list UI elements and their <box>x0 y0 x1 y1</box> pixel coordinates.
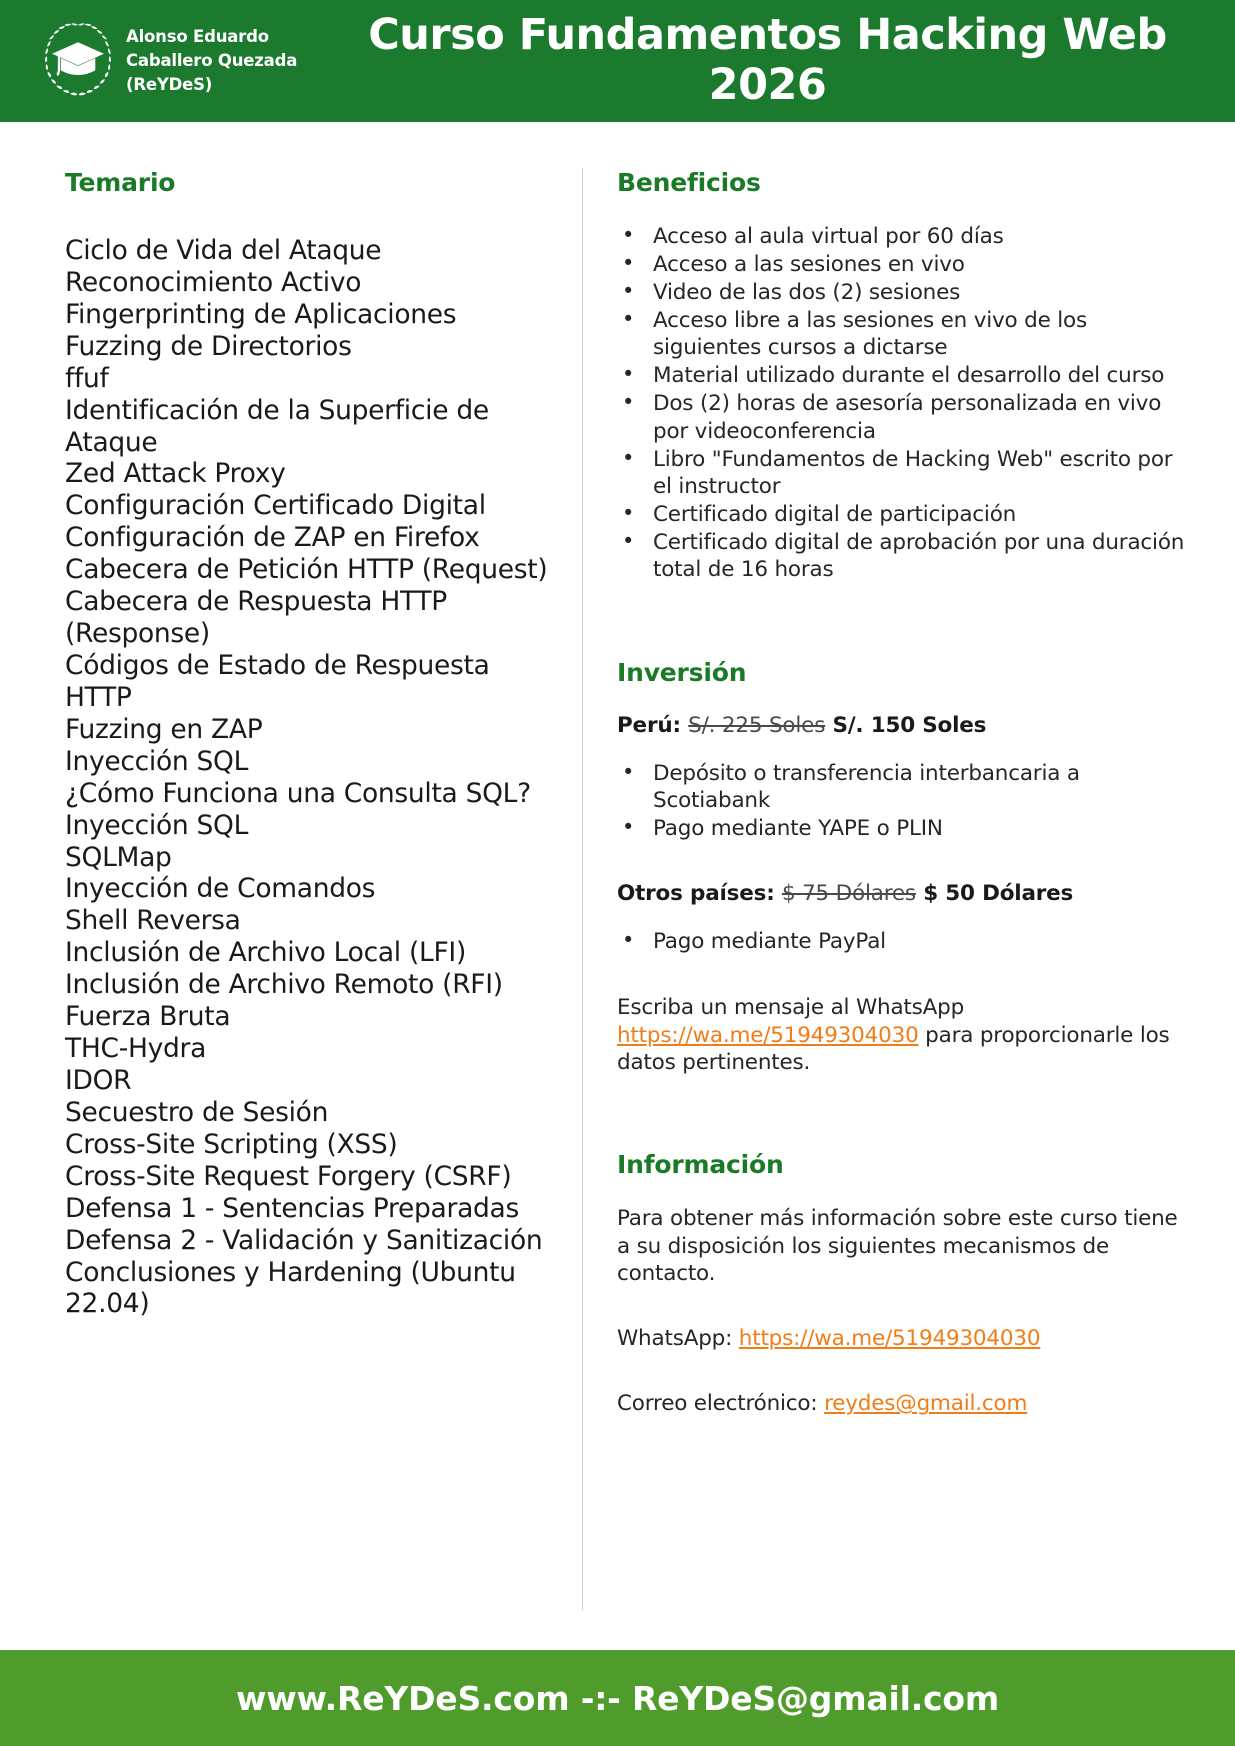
peru-payment-methods <box>617 760 1195 842</box>
spacer <box>617 738 1195 760</box>
brand-line-2: Caballero Quezada <box>126 51 298 71</box>
footer-spacer <box>0 1610 1235 1650</box>
beneficios-list <box>617 223 1195 583</box>
brand-line-3: (ReYDeS) <box>126 74 213 94</box>
spacer <box>617 1076 1195 1150</box>
temario-item: Shell Reversa <box>65 905 241 937</box>
otros-old-price: $ 75 Dólares <box>781 881 916 907</box>
whatsapp-contact-label: WhatsApp: <box>617 1326 739 1352</box>
beneficio-item: • Video de las dos (2) sesiones <box>617 279 1195 306</box>
spacer <box>617 584 1195 658</box>
whatsapp-note <box>617 994 1195 1076</box>
beneficio-item: • Certificado digital de participación <box>617 501 1195 528</box>
temario-item: Cross-Site Request Forgery (CSRF) <box>65 1160 512 1192</box>
brand-name <box>126 25 297 97</box>
temario-heading: Temario <box>65 168 176 197</box>
temario-list <box>65 235 560 1320</box>
otros-payment-methods <box>617 928 1195 955</box>
email-contact-label: Correo electrónico: <box>617 1391 825 1417</box>
temario-item: Secuestro de Sesión <box>65 1096 329 1128</box>
temario-item: Fuzzing de Directorios <box>65 330 352 362</box>
peru-payment-item: • Depósito o transferencia interbancaria a Scotiabank <box>617 760 1195 814</box>
temario-item: Fingerprinting de Aplicaciones <box>65 298 457 330</box>
spacer <box>617 843 1195 881</box>
temario-item: Inclusión de Archivo Local (LFI) <box>65 937 466 969</box>
whatsapp-note-prefix: Escriba un mensaje al WhatsApp <box>617 995 965 1021</box>
graduation-cap-laurel-crest-icon <box>42 22 114 100</box>
whatsapp-note-link[interactable]: https://wa.me/51949304030 <box>617 1022 919 1048</box>
spacer <box>617 906 1195 928</box>
temario-item: IDOR <box>65 1064 132 1096</box>
otros-new-price: $ 50 Dólares <box>923 881 1074 907</box>
right-column <box>582 168 1195 1610</box>
spacer <box>617 1287 1195 1325</box>
temario-item: Identificación de la Superficie de Ataque <box>65 394 489 458</box>
temario-item: Inyección de Comandos <box>65 873 376 905</box>
spacer <box>617 1352 1195 1390</box>
temario-item: THC-Hydra <box>65 1033 207 1065</box>
otros-label: Otros países: <box>617 881 775 907</box>
temario-item: Conclusiones y Hardening (Ubuntu 22.04) <box>65 1256 516 1320</box>
page-title-line-1: Curso Fundamentos Hacking Web <box>368 10 1167 61</box>
temario-item: Inyección SQL <box>65 809 249 841</box>
temario-item: Cross-Site Scripting (XSS) <box>65 1128 398 1160</box>
whatsapp-contact-line <box>617 1325 1195 1352</box>
beneficio-item: • Material utilizado durante el desarrollo del curso <box>617 362 1195 389</box>
temario-item: SQLMap <box>65 841 172 873</box>
beneficio-item: • Acceso a las sesiones en vivo <box>617 251 1195 278</box>
temario-item: Códigos de Estado de Respuesta HTTP <box>65 649 490 713</box>
beneficio-item: • Dos (2) horas de asesoría personalizada en vivo por videoconferencia <box>617 390 1195 444</box>
page-footer <box>0 1650 1235 1746</box>
temario-item: Fuerza Bruta <box>65 1001 231 1033</box>
temario-item: Cabecera de Respuesta HTTP (Response) <box>65 586 447 650</box>
otros-payment-item: • Pago mediante PayPal <box>617 928 1195 955</box>
page-title <box>300 0 1235 122</box>
spacer <box>617 956 1195 994</box>
temario-item: Zed Attack Proxy <box>65 458 286 490</box>
temario-item: ¿Cómo Funciona una Consulta SQL? <box>65 777 531 809</box>
temario-item: Ciclo de Vida del Ataque <box>65 235 382 266</box>
beneficio-item: • Acceso al aula virtual por 60 días <box>617 223 1195 250</box>
beneficio-item: • Acceso libre a las sesiones en vivo de los siguientes cursos a dictarse <box>617 307 1195 361</box>
whatsapp-note-suffix: para proporcionarle los datos pertinentes. <box>617 1022 1170 1075</box>
informacion-heading: Información <box>617 1150 784 1180</box>
temario-item: Reconocimiento Activo <box>65 266 362 298</box>
peru-new-price: S/. 150 Soles <box>832 713 987 739</box>
page-body <box>0 122 1235 1610</box>
brand-block <box>0 22 300 100</box>
temario-item: Defensa 1 - Sentencias Preparadas <box>65 1192 519 1224</box>
whatsapp-contact-link[interactable]: https://wa.me/51949304030 <box>738 1326 1041 1352</box>
temario-item: ffuf <box>65 362 109 394</box>
otros-price-line <box>617 881 1195 906</box>
peru-label: Perú: <box>617 713 681 739</box>
brand-line-1: Alonso Eduardo <box>126 27 269 47</box>
temario-item: Configuración Certificado Digital <box>65 490 486 522</box>
beneficio-item: • Libro "Fundamentos de Hacking Web" escrito por el instructor <box>617 446 1195 500</box>
email-contact-link[interactable]: reydes@gmail.com <box>824 1391 1028 1417</box>
page-header <box>0 0 1235 122</box>
peru-payment-item: • Pago mediante YAPE o PLIN <box>617 815 1195 842</box>
beneficio-item: • Certificado digital de aprobación por una duración total de 16 horas <box>617 529 1195 583</box>
footer-contact-text: www.ReYDeS.com -:- ReYDeS@gmail.com <box>235 1678 1000 1718</box>
temario-item: Inclusión de Archivo Remoto (RFI) <box>65 969 503 1001</box>
page-title-line-2: 2026 <box>708 60 827 110</box>
inversion-heading: Inversión <box>617 658 747 688</box>
beneficios-heading: Beneficios <box>617 168 761 197</box>
temario-item: Configuración de ZAP en Firefox <box>65 522 480 554</box>
peru-old-price: S/. 225 Soles <box>688 713 826 739</box>
temario-item: Inyección SQL <box>65 745 249 777</box>
peru-price-line <box>617 713 1195 738</box>
temario-column <box>40 168 560 1610</box>
temario-item: Fuzzing en ZAP <box>65 713 263 745</box>
email-contact-line <box>617 1390 1195 1417</box>
informacion-paragraph: Para obtener más información sobre este curso tiene a su disposición los siguientes mecanismos de contacto. <box>617 1206 1178 1286</box>
temario-item: Defensa 2 - Validación y Sanitización <box>65 1224 543 1256</box>
temario-item: Cabecera de Petición HTTP (Request) <box>65 554 548 586</box>
